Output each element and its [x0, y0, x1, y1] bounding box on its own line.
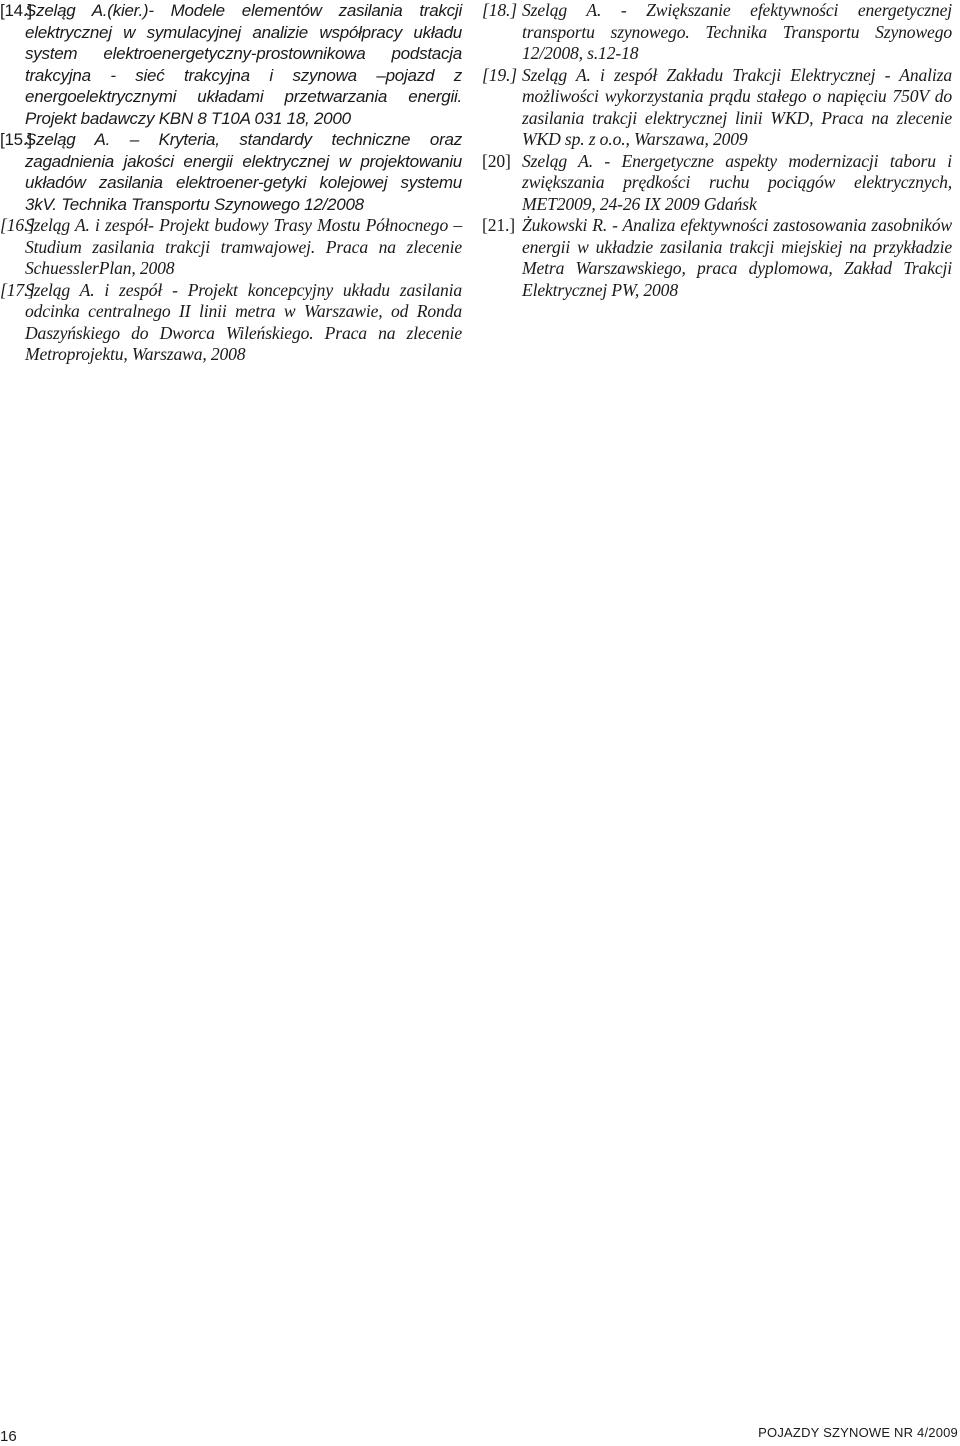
reference-number: [14.]	[0, 1, 32, 20]
reference-text: Szeląg A. i zespół Zakładu Trakcji Elektrycznej - Analiza możliwości wykorzystania prądu stałego o napięciu 750V do zasilania trakcji elektrycznej linii WKD, Praca na zlecenie WKD sp. z o.o., Warszawa, 2009	[522, 64, 952, 149]
reference-text: Szeląg A. – Kryteria, standardy techniczne oraz zagadnienia jakości energii elektrycznej w projektowaniu układów zasilania elektroener-getyki kolejowej systemu 3kV. Technika Transportu Szynowego 12/2008	[25, 130, 462, 214]
reference-number: [15.]	[0, 130, 32, 149]
reference-entry	[0, 215, 462, 280]
page-number: 16	[0, 1428, 17, 1445]
reference-number: [17.]	[0, 279, 35, 300]
reference-entry	[0, 129, 462, 215]
reference-text: Szeląg A. i zespół - Projekt koncepcyjny układu zasilania odcinka centralnego II linii metra w Warszawie, od Ronda Daszyńskiego do Dworca Wileńskiego. Praca na zlecenie Metroprojektu, Warszawa, 2008	[25, 279, 462, 364]
reference-text: Szeląg A. - Zwiększanie efektywności energetycznej transportu szynowego. Technika Transportu Szynowego 12/2008, s.12-18	[522, 0, 952, 63]
reference-text: Szeląg A.(kier.)- Modele elementów zasilania trakcji elektrycznej w symulacyjnej analizie współpracy układu system elektroenergetyczny-prostownikowa podstacja trakcyjna - sieć trakcyjna i szynowa –pojazd z energoelektrycznymi układami przetwarzania energii. Projekt badawczy KBN 8 T10A 031 18, 2000	[25, 1, 462, 128]
reference-number: [18.]	[482, 0, 517, 20]
reference-number: [21.]	[482, 215, 515, 235]
reference-entry	[482, 151, 952, 216]
reference-text: Żukowski R. - Analiza efektywności zastosowania zasobników energii w układzie zasilania trakcji miejskiej na przykładzie Metra Warszawskiego, praca dyplomowa, Zakład Trakcji Elektrycznej PW, 2008	[522, 215, 952, 300]
reference-entry	[482, 215, 952, 301]
reference-text: Szeląg A. - Energetyczne aspekty modernizacji taboru i zwiększania prędkości ruchu pociągów elektrycznych, MET2009, 24-26 IX 2009 Gdańsk	[522, 150, 952, 214]
reference-entry	[0, 280, 462, 366]
journal-footer: POJAZDY SZYNOWE NR 4/2009	[758, 1425, 958, 1440]
reference-entry	[482, 0, 952, 65]
left-column	[0, 0, 462, 366]
reference-text: Szeląg A. i zespół- Projekt budowy Trasy Mostu Północnego – Studium zasilania trakcji tramwajowej. Praca na zlecenie SchuesslerPlan, 2008	[25, 215, 462, 278]
reference-number: [20]	[482, 150, 511, 171]
reference-entry	[0, 0, 462, 129]
right-column	[482, 0, 952, 301]
reference-entry	[482, 65, 952, 151]
reference-number: [16.]	[0, 215, 35, 235]
reference-number: [19.]	[482, 64, 517, 85]
